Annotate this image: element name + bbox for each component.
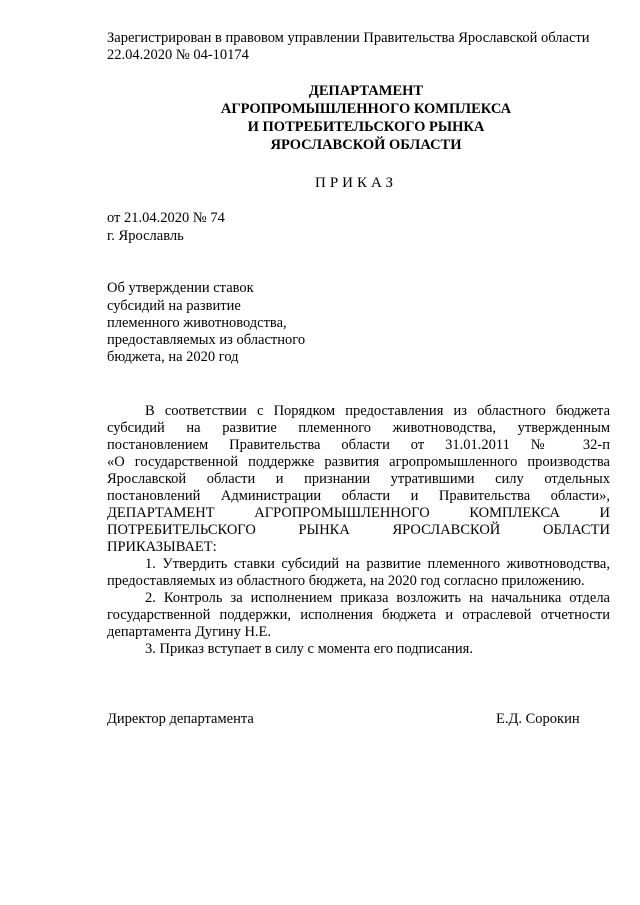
body-line-15: 3. Приказ вступает в силу с момента его подписания. <box>145 641 473 657</box>
body-line-5: Ярославской области и признании утратившими силу отдельных <box>107 471 610 487</box>
department-line-1: ДЕПАРТАМЕНТ <box>308 83 424 99</box>
body-line-9: ПРИКАЗЫВАЕТ: <box>107 539 217 555</box>
body-line-6: постановлений Администрации области и Правительства области», <box>107 488 610 504</box>
body-line-12: 2. Контроль за исполнением приказа возложить на начальника отдела <box>145 590 610 606</box>
body-line-8: ПОТРЕБИТЕЛЬСКОГО РЫНКА ЯРОСЛАВСКОЙ ОБЛАСТИ <box>107 522 610 538</box>
order-city: г. Ярославль <box>107 228 184 244</box>
order-date-number: от 21.04.2020 № 74 <box>107 210 225 226</box>
body-line-11: предоставляемых из областного бюджета, на 2020 год согласно приложению. <box>107 573 585 589</box>
signature-position: Директор департамента <box>107 711 254 727</box>
body-line-13: государственной поддержки, исполнения бюджета и отраслевой отчетности <box>107 607 610 623</box>
body-line-14: департамента Дугину Н.Е. <box>107 624 272 640</box>
body-line-4: «О государственной поддержке развития агропромышленного производства <box>107 454 610 470</box>
subject-line-5: бюджета, на 2020 год <box>107 349 239 365</box>
body-line-1: В соответствии с Порядком предоставления из областного бюджета <box>145 403 610 419</box>
body-line-10: 1. Утвердить ставки субсидий на развитие племенного животноводства, <box>145 556 610 572</box>
subject-line-1: Об утверждении ставок <box>107 280 254 296</box>
signature-name: Е.Д. Сорокин <box>496 711 580 727</box>
subject-line-2: субсидий на развитие <box>107 298 241 314</box>
registration-line-2: 22.04.2020 № 04-10174 <box>107 47 249 63</box>
department-line-4: ЯРОСЛАВСКОЙ ОБЛАСТИ <box>270 137 462 153</box>
document-title: ПРИКАЗ <box>315 175 397 191</box>
body-line-3: постановлением Правительства области от 31.01.2011 № 32-п <box>107 437 610 453</box>
department-line-2: АГРОПРОМЫШЛЕННОГО КОМПЛЕКСА <box>220 101 512 117</box>
subject-line-3: племенного животноводства, <box>107 315 287 331</box>
registration-line-1: Зарегистрирован в правовом управлении Правительства Ярославской области <box>107 30 590 46</box>
department-line-3: И ПОТРЕБИТЕЛЬСКОГО РЫНКА <box>247 119 485 135</box>
subject-line-4: предоставляемых из областного <box>107 332 306 348</box>
body-line-7: ДЕПАРТАМЕНТ АГРОПРОМЫШЛЕННОГО КОМПЛЕКСА И <box>107 505 610 521</box>
body-line-2: субсидий на развитие племенного животноводства, утвержденным <box>107 420 610 436</box>
